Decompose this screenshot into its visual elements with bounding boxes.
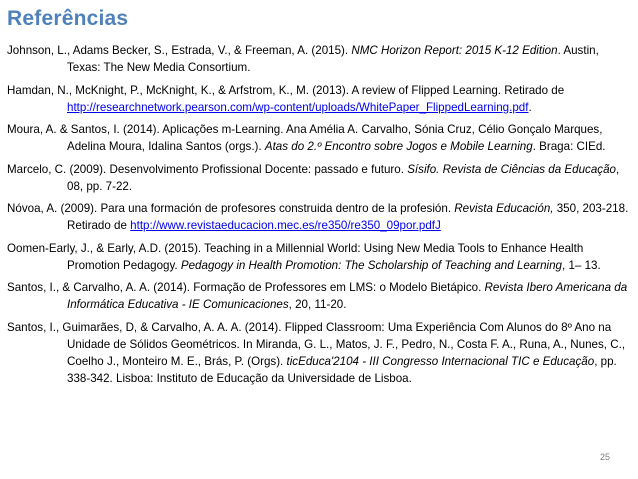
reference-italic-title: Pedagogy in Health Promotion: The Scholarship of Teaching and Learning [180, 258, 563, 272]
page-number: 25 [599, 452, 610, 462]
reference-list [7, 42, 631, 392]
reference-text: Johnson, L., Adams Becker, S., Estrada, V., & Freeman, A. (2015). [7, 44, 352, 57]
reference-text: . Austin, Texas: The New Media Consortium. [67, 44, 599, 74]
reference-text: Hamdan, N., McKnight, P., McKnight, K., & Arfstrom, K., M. (2013). A review of Flipped Learning. Retirado de [7, 83, 565, 97]
reference-italic-title: Atas do 2.º Encontro sobre Jogos e Mobile Learning [264, 140, 533, 153]
reference-text: . [528, 100, 532, 114]
reference-italic-title: Revista Educación, [454, 202, 554, 215]
reference-text: , pp. 338-342. Lisboa: Instituto de Educação da Universidade de Lisboa. [67, 354, 617, 385]
reference-text: Nóvoa, A. (2009). Para una formación de profesores construida dentro de la profesión. [7, 202, 455, 215]
reference-italic-title: NMC Horizon Report: 2015 K-12 Edition [351, 44, 558, 57]
reference-text: 350, 203-218. Retirado de [67, 202, 629, 232]
page-title: Referências [7, 7, 129, 30]
reference-text: Oomen-Early, J., & Early, A.D. (2015). Teaching in a Millennial World: Using New Media Tools to Enhance Health Promotion Pedagogy. [7, 241, 584, 272]
reference-item [7, 42, 631, 76]
reference-item [7, 319, 631, 387]
reference-item [7, 82, 631, 116]
reference-item [7, 240, 631, 274]
reference-text: Marcelo, C. (2009). Desenvolvimento Profissional Docente: passado e futuro. [7, 162, 408, 176]
reference-text: Santos, I., & Carvalho, A. A. (2014). Formação de Professores em LMS: o Modelo Bietápico. [7, 281, 485, 294]
reference-link[interactable]: http://www.revistaeducacion.mec.es/re350/re350_09por.pdfJ [130, 219, 441, 232]
reference-text: , 08, pp. 7-22. [67, 162, 620, 193]
reference-link[interactable]: http://researchnetwork.pearson.com/wp-content/uploads/WhitePaper_FlippedLearning.pdf [67, 100, 529, 114]
reference-text: Santos, I., Guimarães, D, & Carvalho, A. A. A. (2014). Flipped Classroom: Uma Experiência Com Alunos do 8º Ano na Unidade de Sólidos Geométricos. In Miranda, G. L., Matos, J. F., Pedro, N., Costa F. A., Runa, A., Nunes, C., Coelho J., Monteiro M. E., Brás, P. (Orgs). [7, 320, 626, 368]
reference-italic-title: Revista Ibero Americana da Informática Educativa - IE Comunicaciones [67, 281, 628, 311]
reference-item [7, 121, 631, 155]
reference-text: , 1– 13. [562, 258, 601, 272]
reference-text: , 20, 11-20. [288, 298, 347, 311]
reference-text: . Braga: CIEd. [532, 140, 606, 153]
reference-item [7, 161, 631, 195]
reference-italic-title: ticEduca'2104 - III Congresso Internacional TIC e Educação [286, 354, 595, 368]
reference-italic-title: Sísifo. Revista de Ciências da Educação [407, 162, 616, 176]
reference-text: Moura, A. & Santos, I. (2014). Aplicações m-Learning. Ana Amélia A. Carvalho, Sónia Cruz, Célio Gonçalo Marques, Adelina Moura, Idalina Santos (orgs.). [7, 123, 603, 153]
reference-item [7, 279, 631, 313]
reference-item [7, 200, 631, 234]
